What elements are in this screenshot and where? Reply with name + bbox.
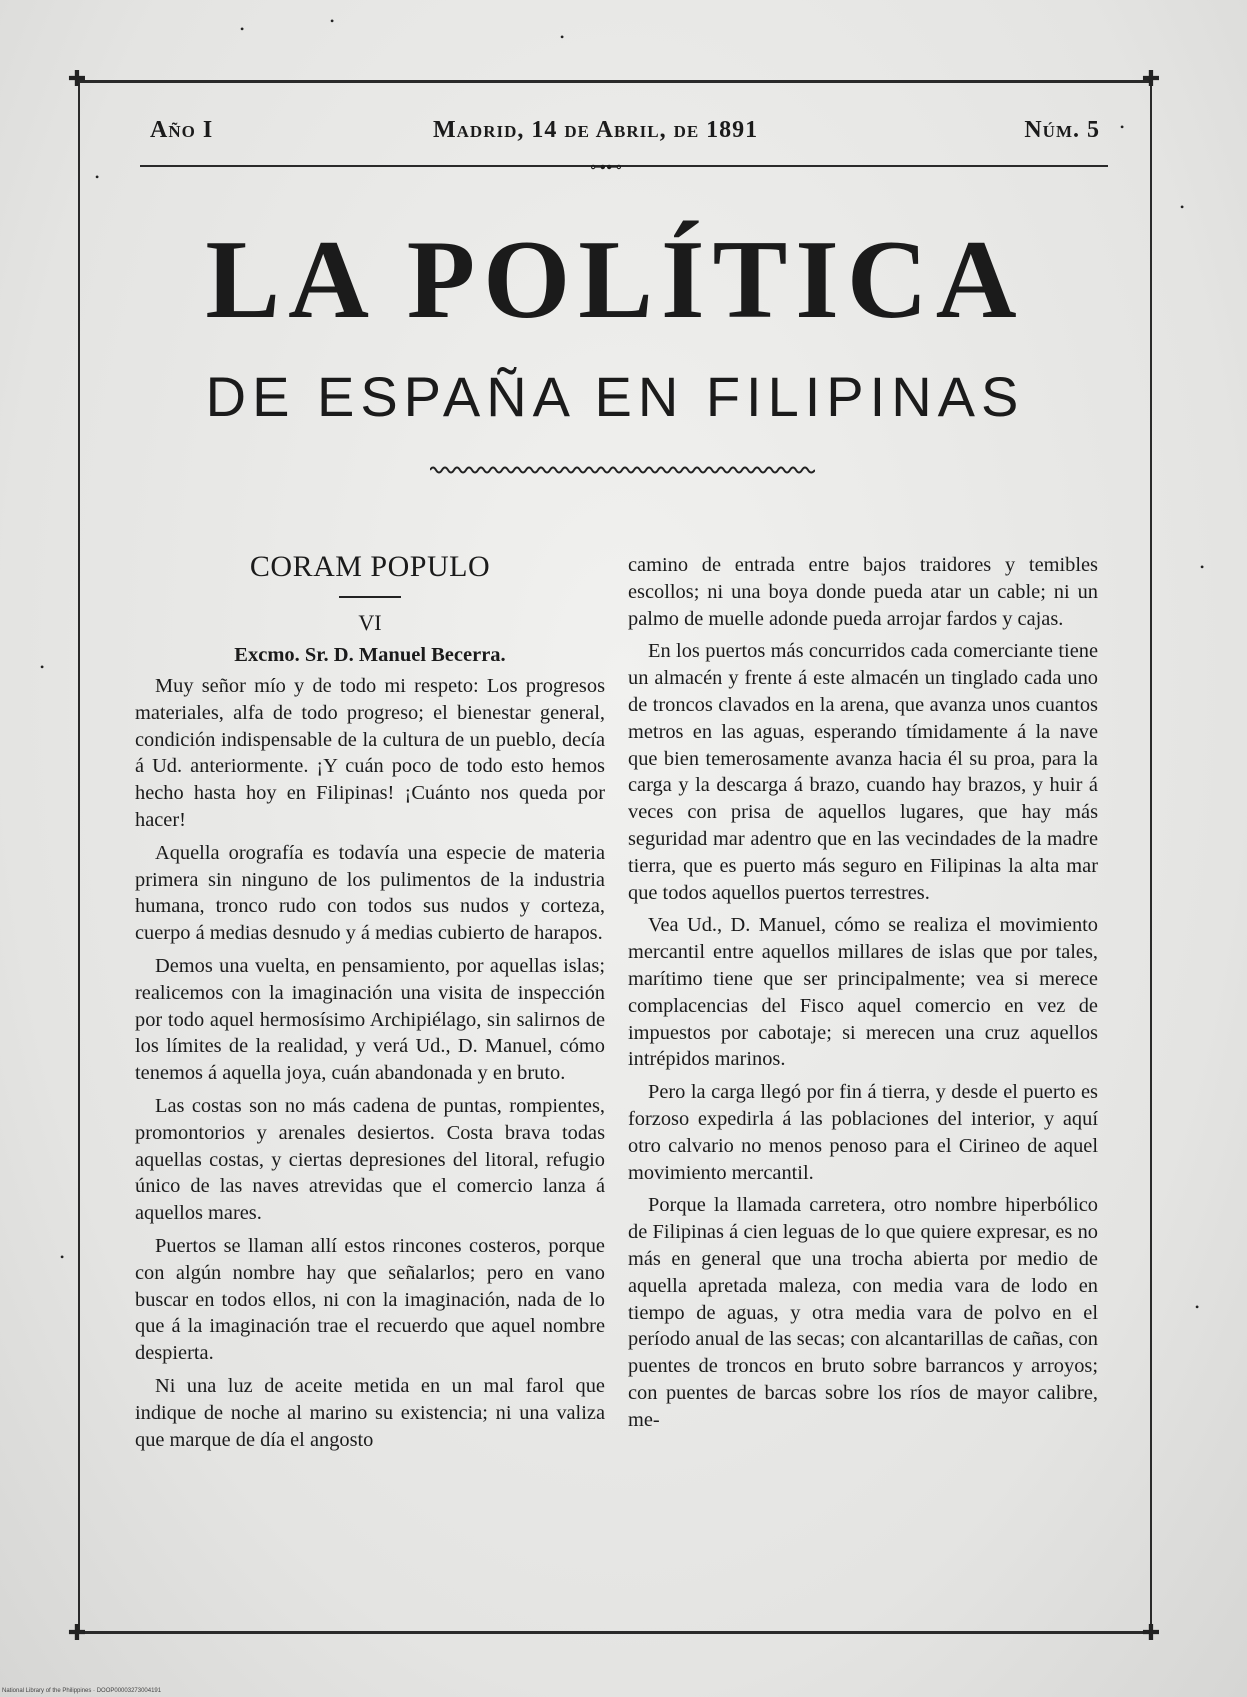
corner-ornament-icon: ✚ [1141, 66, 1161, 91]
article-salutation: Excmo. Sr. D. Manuel Becerra. [234, 644, 506, 666]
masthead-number: Núm. 5 [1024, 117, 1100, 143]
paragraph: Aquella orografía es todavía una especie de materia primera sin ninguno de los pulimentos de la industria humana, tronco rudo con todos sus nudos y corteza, cuerpo á medias desnudo y á medias cubierto de harapos. [135, 841, 605, 945]
newspaper-subtitle: DE ESPAÑA EN FILIPINAS [205, 365, 1025, 428]
paragraph: Porque la llamada carretera, otro nombre hiperbólico de Filipinas á cien leguas de lo que quiere expresar, es no más en general que una trocha abierta por medio de aquella apretada maleza, con media vara de lodo en tiempo de aguas, y otra media vara de polvo en el período anual de las secas; con alcantarillas de cañas, con puentes de troncos en bruto sobre barrancos y arroyos; con puentes de barcas sobre los ríos de mayor calibre, me- [628, 1194, 1098, 1431]
paragraph: En los puertos más concurridos cada comerciante tiene un almacén y frente á este almacén un tinglado cada uno de troncos clavados en la arena, que avanza unos cuantos metros en las aguas, esperando tímidamente á la nave que bien temerosamente avanza hacia él su proa, para la carga y la descarga á brazo, cuando hay brazos, y huir á veces con prisa de aquellos lugares, que hay más seguridad mar adentro que en las vecindades de la madre tierra, que es puerto más seguro en Filipinas la alta mar que todos aquellos puertos terrestres. [628, 640, 1098, 904]
masthead-date: Madrid, 14 de Abril, de 1891 [433, 117, 759, 143]
article-heading: CORAM POPULO [249, 550, 491, 583]
article-left-column [135, 550, 605, 1453]
newspaper-title: LA POLÍTICA [205, 218, 1025, 342]
heading-rule [339, 596, 401, 598]
paragraph: Demos una vuelta, en pensamiento, por aquellas islas; realicemos con la imaginación una visita de inspección por todo aquel hermosísimo Archipiélago, sin salirnos de los límites de la realidad, y verá Ud., D. Manuel, cómo tenemos á aquella joya, cuán abandonada y en bruto. [135, 954, 605, 1085]
masthead-rule [140, 165, 1108, 167]
paragraph: Puertos se llaman allí estos rincones costeros, porque con algún nombre hay que señalarlos; pero en vano buscar en todos ellos, ni con la imaginación, nada de lo que á la imaginación trae el recuerdo que aquel nombre despierta. [135, 1234, 605, 1365]
corner-ornament-icon: ✚ [67, 1620, 87, 1645]
scan-credit: National Library of the Philippines · DOOP00003273004191 [2, 1688, 162, 1694]
newspaper-page: ✚ ✚ ✚ ✚ Año I Madrid, 14 de Abril, de 1891 Núm. 5 ⊶⊷ LA POLÍTICA DE ESPAÑA EN FILIPINAS CORAM POPULO VI Excmo. Sr. D. Manuel Becerra. Muy señor mío y de todo mi respeto: Los progresos materiales, alfa de todo progreso; el bienestar general, condición indispensable de la cultura de un pueblo, decía á Ud. anteriormente. ¡Y cuán poco de todo esto hemos hecho hasta hoy en Filipinas! ¡Cuánto nos queda por hacer! Aquella orografía es todavía una especie de materia primera sin ninguno de los pulimentos de la industria humana, tronco rudo con todos sus nudos y corteza, cuerpo á medias desnudo y á medias cubierto de harapos. Demos una vuelta, en pensamiento, por aquellas islas; realicemos con la imaginación una visita de inspección por todo aquel hermosísimo Archipiélago, sin salirnos de los límites de la realidad, y verá Ud., D. Manuel, cómo tenemos á aquella joya, cuán abandonada y en bruto. Las costas son no más cadena de puntas, rompientes, promontorios y arenales desiertos. Costa brava todas aquellas costas, y ciertas depresiones del litoral, refugio único de las naves atrevidas que el comercio lanza á aquellos mares. Puertos se llaman allí estos rincones costeros, porque con algún nombre hay que señalarlos; pero en vano buscar en todos ellos, ni con la imaginación, nada de lo que á la imaginación trae el recuerdo que aquel nombre despierta. Ni una luz de aceite metida en un mal farol que indique de noche al marino su existencia; ni una valiza que marque de día el angosto camino de entrada entre bajos traidores y temibles escollos; ni una boya donde pueda atar un cable; ni un palmo de muelle adonde pueda arrojar fardos y cajas. En los puertos más concurridos cada comerciante tiene un almacén y frente á este almacén un tinglado cada uno de troncos clavados en la arena, que avanza unos cuantos metros en las aguas, esperando tímidamente á la nave que bien temerosamente avanza hacia él su proa, para la carga y la descarga á brazo, cuando hay brazos, y huir á veces con prisa de aquellos lugares, que hay más seguridad mar adentro que en las vecindades de la madre tierra, que es puerto más seguro en Filipinas la alta mar que todos aquellos puertos terrestres. Vea Ud., D. Manuel, cómo se realiza el movimiento mercantil entre aquellos millares de islas que por tales, marítimo tiene que ser principalmente; vea si merece complacencias del Fisco aquel comercio en vez de impuestos por cabotaje; si merecen una cruz aquellos intrépidos marinos. Pero la carga llegó por fin á tierra, y desde el puerto es forzoso expedirla á las poblaciones del interior, y aquí otro calvario no menos penoso para el Cirineo de aquel movimiento mercantil. Porque la llamada carretera, otro nombre hiperbólico de Filipinas á cien leguas de lo que quiere expresar, es no más en general que una trocha abierta por medio de aquella apretada maleza, con media vara de lodo en tiempo de aguas, y otra media vara de polvo en el período anual de las secas; con alcantarillas de cañas, con puentes de troncos en bruto sobre barrancos y arroyos; con puentes de barcas sobre los ríos de mayor calibre, me- National Library of the Philippines · DOOP00003273004191 • • • • • • • • • • [0, 0, 1247, 1697]
masthead-year: Año I [150, 117, 214, 143]
paragraph: Pero la carga llegó por fin á tierra, y desde el puerto es forzoso expedirla á las poblaciones del interior, y aquí otro calvario no menos penoso para el Cirineo de aquel movimiento mercantil. [628, 1081, 1098, 1184]
wavy-divider-icon [430, 464, 815, 476]
article-section-number: VI [358, 610, 382, 635]
paragraph: Ni una luz de aceite metida en un mal farol que indique de noche al marino su existencia; ni una valiza que marque de día el angosto [135, 1374, 605, 1451]
paragraph: Vea Ud., D. Manuel, cómo se realiza el movimiento mercantil entre aquellos millares de islas que por tales, marítimo tiene que ser principalmente; vea si merece complacencias del Fisco aquel comercio en vez de impuestos por cabotaje; si merecen una cruz aquellos intrépidos marinos. [628, 914, 1098, 1071]
paragraph: camino de entrada entre bajos traidores y temibles escollos; ni una boya donde pueda atar un cable; ni un palmo de muelle adonde pueda arrojar fardos y cajas. [628, 554, 1098, 630]
masthead [150, 117, 1100, 157]
corner-ornament-icon: ✚ [67, 66, 87, 91]
paragraph: Muy señor mío y de todo mi respeto: Los progresos materiales, alfa de todo progreso; el bienestar general, condición indispensable de la cultura de un pueblo, decía á Ud. anteriormente. ¡Y cuán poco de todo esto hemos hecho hasta hoy en Filipinas! ¡Cuánto nos queda por hacer! [135, 675, 605, 831]
rule-ornament-icon: ⊶⊷ [590, 159, 622, 176]
paragraph: Las costas son no más cadena de puntas, rompientes, promontorios y arenales desiertos. Costa brava todas aquellas costas, y ciertas depresiones del litoral, refugio único de las naves atrevidas que el comercio lanza á aquellos mares. [135, 1094, 605, 1225]
article-right-column [628, 552, 1098, 1434]
corner-ornament-icon: ✚ [1141, 1620, 1161, 1645]
